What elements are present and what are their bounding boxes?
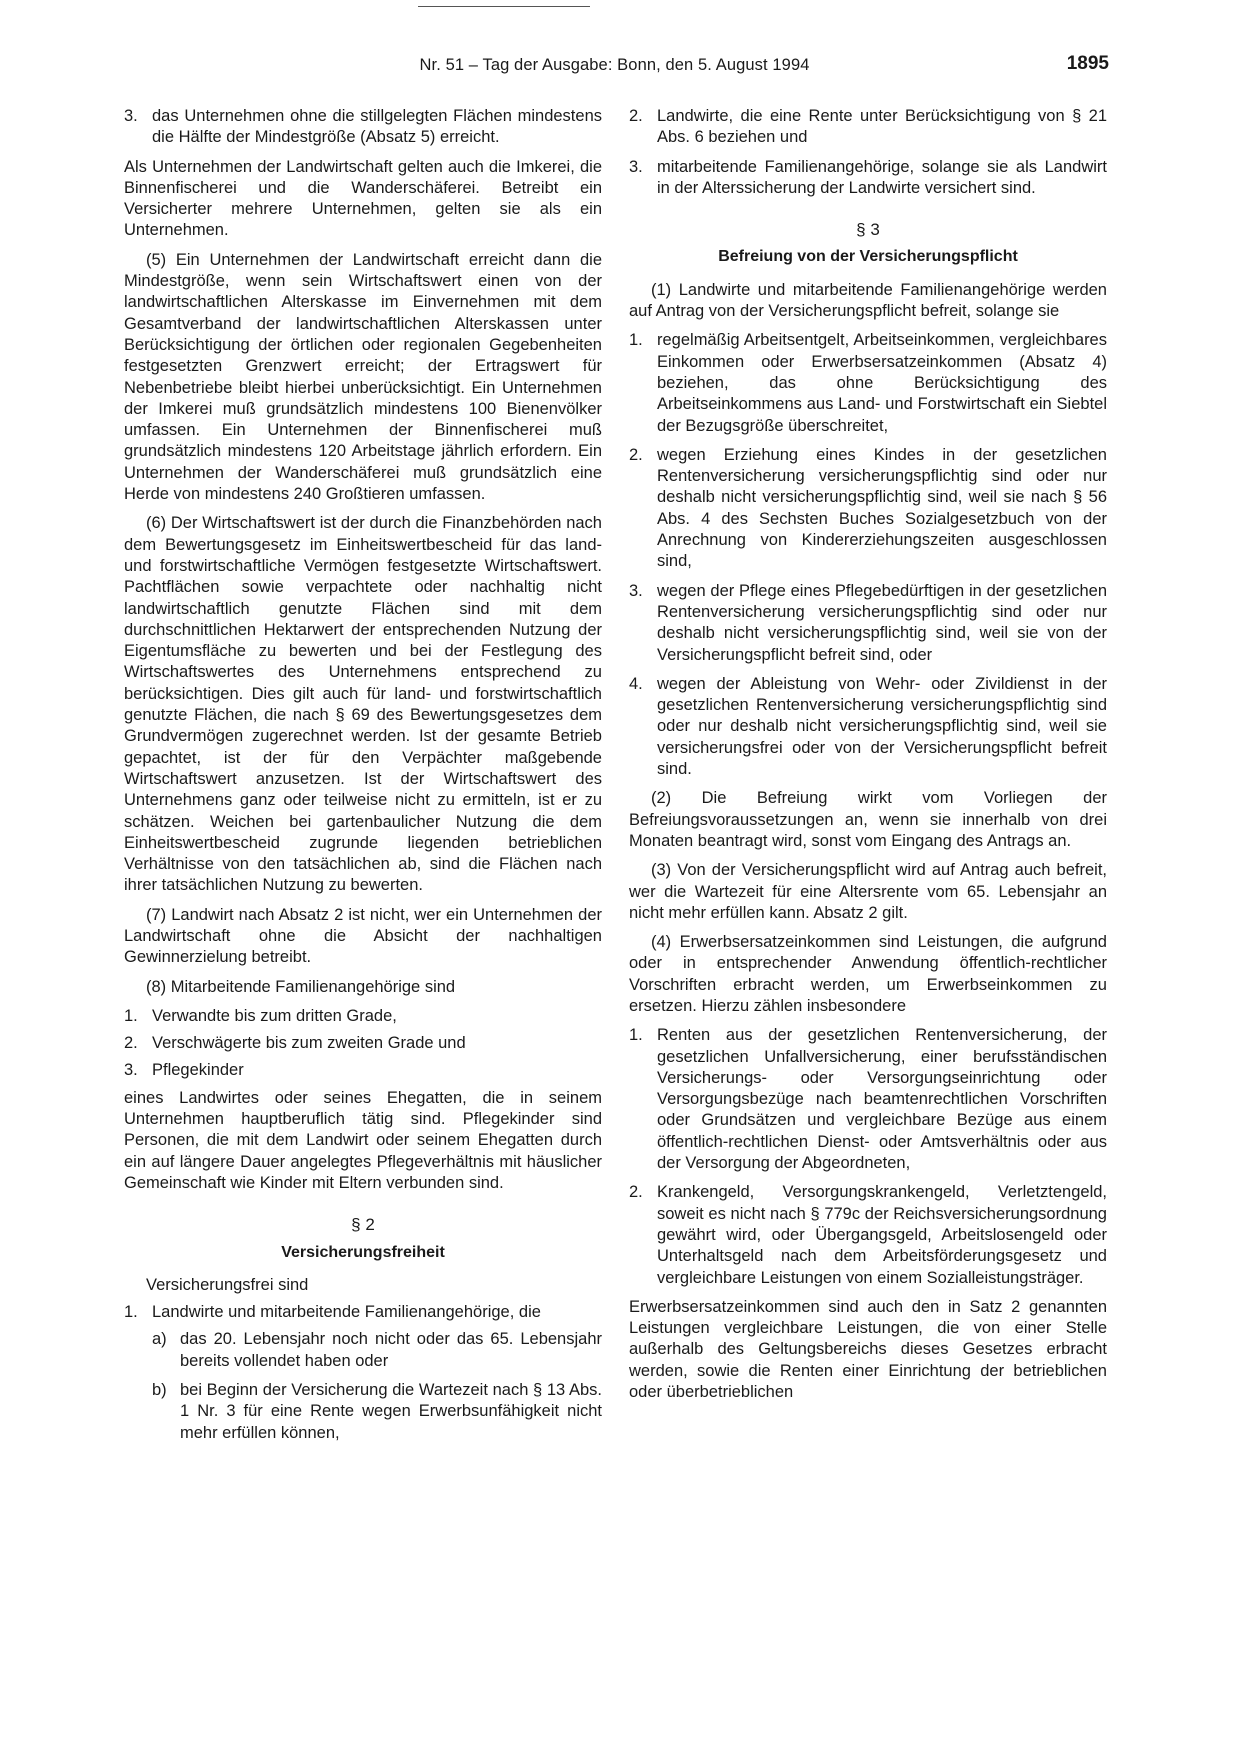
sub-item-letter: b) [152,1381,167,1400]
item-number: 2. [124,1034,138,1053]
item-text: mitarbeitende Familienangehörige, solange sie als Landwirt in der Alterssicherung der Landwirte versichert sind. [657,157,1107,197]
section-intro: Versicherungsfrei sind [146,1275,309,1294]
sub-item-letter: a) [152,1330,167,1349]
paragraph-5: (5) Ein Unternehmen der Landwirtschaft erreicht dann die Mindestgröße, wenn sein Wirtschaftswert einen von der landwirtschaftlichen Alterskasse im Einvernehmen mit dem Gesamtverband der landwirtschaftlichen Alterskassen unter Berücksichtigung der örtlichen oder regionalen Gegebenheiten festgesetzten Grenzwert erreicht; der Ertragswert für Nebenbetriebe bleibt hierbei unberücksichtigt. Ein Unternehmen der Imkerei muß grundsätzlich mindestens 100 Bienenvölker umfassen. Ein Unternehmen der Binnenfischerei muß grundsätzlich mindestens 120 Arbeitstage jährlich erfordern. Ein Unternehmen der Wanderschäferei muß grundsätzlich eine Herde von mindestens 240 Großtieren umfassen. [124,250,602,504]
item-text: wegen der Pflege eines Pflegebedürftigen in der gesetzlichen Rentenversicherung versicherungspflichtig sind oder nur deshalb nicht versicherungspflichtig sind, weil sie von der Versicherungspflicht befreit sind, oder [657,581,1107,664]
paragraph-3: (3) Von der Versicherungspflicht wird auf Antrag auch befreit, wer die Wartezeit für eine Altersrente vom 65. Lebensjahr an nicht mehr erfüllen kann. Absatz 2 gilt. [629,861,1107,922]
item-text: Pflegekinder [152,1061,244,1080]
paragraph-1: (1) Landwirte und mitarbeitende Familienangehörige werden auf Antrag von der Versicherungspflicht befreit, solange sie [629,280,1107,321]
list-item [629,1025,1107,1174]
list-item [124,106,602,149]
item-text: Landwirte und mitarbeitende Familienangehörige, die [152,1303,541,1322]
list-item [124,1006,602,1027]
item-number: 3. [629,581,643,600]
section-title: Versicherungsfreiheit [281,1243,445,1261]
paragraph-2: (2) Die Befreiung wirkt vom Vorliegen der Befreiungsvoraussetzungen an, wenn sie innerhalb von drei Monaten beantragt wird, sonst vom Eingang des Antrags an. [629,789,1107,850]
item-text: das Unternehmen ohne die stillgelegten Flächen mindestens die Hälfte der Mindestgröße (Absatz 5) erreicht. [152,107,602,147]
list-item [629,106,1107,149]
sub-item-text: bei Beginn der Versicherung die Wartezeit nach § 13 Abs. 1 Nr. 3 für eine Rente wegen Erwerbsunfähigkeit nicht mehr erfüllen können, [180,1381,602,1442]
item-text: Verschwägerte bis zum zweiten Grade und [152,1034,466,1053]
item-text: regelmäßig Arbeitsentgelt, Arbeitseinkommen, vergleichbares Einkommen oder Erwerbsersatzeinkommen (Absatz 4) beziehen, das ohne Berücksichtigung des Arbeitseinkommens aus Land- und Forstwirtschaft ein Siebtel der Bezugsgröße überschreitet, [657,331,1107,435]
section-number: § 2 [351,1215,375,1235]
page-number: 1895 [1066,53,1109,74]
top-rule [418,6,590,7]
running-header: Nr. 51 – Tag der Ausgabe: Bonn, den 5. August 1994 [419,56,810,74]
item-number: 3. [629,157,643,176]
paragraph-7: (7) Landwirt nach Absatz 2 ist nicht, wer ein Unternehmen der Landwirtschaft ohne die Absicht der nachhaltigen Gewinnerzielung betreibt. [124,905,602,967]
item-number: 4. [629,674,643,693]
item-number: 1. [629,1026,643,1045]
item-number: 3. [124,107,138,125]
right-column [629,106,1107,1411]
sub-item [152,1380,602,1444]
item-text: Verwandte bis zum dritten Grade, [152,1006,397,1025]
paragraph-6: (6) Der Wirtschaftswert ist der durch die Finanzbehörden nach dem Bewertungsgesetz im Einheitswertbescheid für das land- und forstwirtschaftliche Vermögen festgesetzte Wirtschaftswert. Pachtflächen sowie verpachtete oder nachhaltig nicht landwirtschaftlich genutzte Flächen sind mit dem durchschnittlichen Hektarwert der entsprechenden Nutzung der Eigentumsfläche zu bewerten und bei der Festlegung des Wirtschaftswertes des Unternehmens entsprechend zu berücksichtigen. Dies gilt auch für land- und forstwirtschaftlich genutzte Flächen, die nach § 69 des Bewertungsgesetzes dem Grundvermögen zugerechnet werden. Ist der gesamte Betrieb gepachtet, ist der für den Verpächter maßgebende Wirtschaftswert anzusetzen. Ist der Wirtschaftswert des Unternehmens ganz oder teilweise nicht zu ermitteln, ist er zu schätzen. Weichen bei gartenbaulicher Nutzung die dem Einheitswertbescheid zugrunde liegenden betrieblichen Verhältnisse von den tatsächlichen ab, sind die Flächen nach ihrer tatsächlichen Nutzung zu bewerten. [124,514,602,895]
paragraph-8: (8) Mitarbeitende Familienangehörige sind [146,977,456,996]
list-item [124,1033,602,1054]
left-column [124,106,602,1452]
list-item [629,157,1107,200]
item-text: wegen Erziehung eines Kindes in der gesetzlichen Rentenversicherung versicherungspflichtig sind oder nur deshalb nicht versicherungspflichtig sind, weil sie nach § 56 Abs. 4 des Sechsten Buches Sozialgesetzbuch von der Anrechnung von Kindererziehungszeiten ausgeschlossen sind, [657,445,1107,571]
section-number: § 3 [856,220,880,240]
item-text: Krankengeld, Versorgungskrankengeld, Verletztengeld, soweit es nicht nach § 779c der Reichsversicherungsordnung gewährt wird, oder Übergangsgeld, Arbeitslosengeld oder Unterhaltsgeld nach dem Arbeitsförderungsgesetz und vergleichbare Leistungen von einem Sozialleistungsträger. [657,1183,1107,1287]
item-number: 1. [124,1303,138,1322]
item-text: Landwirte, die eine Rente unter Berücksichtigung von § 21 Abs. 6 beziehen und [657,107,1107,147]
paragraph: eines Landwirtes oder seines Ehegatten, die in seinem Unternehmen hauptberuflich tätig sind. Pflegekinder sind Personen, die mit dem Landwirt oder seinem Ehegatten durch ein auf längere Dauer angelegtes Pflegeverhältnis mit häuslicher Gemeinschaft wie Kinder mit Eltern verbunden sind. [124,1088,602,1192]
paragraph: Als Unternehmen der Landwirtschaft gelten auch die Imkerei, die Binnenfischerei und die Wanderschäferei. Betreibt ein Versicherter mehrere Unternehmen, gelten sie als ein Unternehmen. [124,157,602,240]
page-header [120,53,1109,80]
paragraph-4: (4) Erwerbsersatzeinkommen sind Leistungen, die aufgrund oder in entsprechender Anwendung öffentlich-rechtlicher Vorschriften erbracht werden, um Erwerbseinkommen zu ersetzen. Hierzu zählen insbesondere [629,933,1107,1015]
item-number: 3. [124,1061,138,1080]
item-text: wegen der Ableistung von Wehr- oder Zivildienst in der gesetzlichen Rentenversicherung versicherungspflichtig sind oder nur deshalb nicht versicherungspflichtig sind, weil sie versicherungsfrei oder von der Versicherungspflicht befreit sind. [657,674,1107,779]
list-item [629,581,1107,666]
sub-item [152,1329,602,1372]
list-item [629,674,1107,780]
item-number: 2. [629,445,643,464]
list-item [629,445,1107,573]
list-item [629,330,1107,436]
list-item [124,1060,602,1081]
item-number: 2. [629,107,643,125]
sub-item-text: das 20. Lebensjahr noch nicht oder das 65. Lebensjahr bereits vollendet haben oder [180,1330,602,1370]
item-text: Renten aus der gesetzlichen Rentenversicherung, der gesetzlichen Unfallversicherung, einer berufsständischen Versicherungs- oder Versorgungseinrichtung oder Versorgungsbezüge nach beamtenrechtlichen Vorschriften oder Grundsätzen und vergleichbare Bezüge aus einem öffentlich-rechtlichen Dienst- oder Amtsverhältnis oder aus der Versorgung der Abgeordneten, [657,1026,1107,1173]
item-number: 2. [629,1183,643,1202]
item-number: 1. [629,331,643,350]
paragraph: Erwerbsersatzeinkommen sind auch den in Satz 2 genannten Leistungen vergleichbare Leistungen, die von einer Stelle außerhalb des Geltungsbereichs dieses Gesetzes erbracht werden, sowie die Renten einer Einrichtung der betrieblichen oder überbetrieblichen [629,1297,1107,1402]
list-item [629,1182,1107,1288]
list-item [124,1302,602,1323]
item-number: 1. [124,1006,138,1025]
section-title: Befreiung von der Versicherungspflicht [718,248,1018,266]
